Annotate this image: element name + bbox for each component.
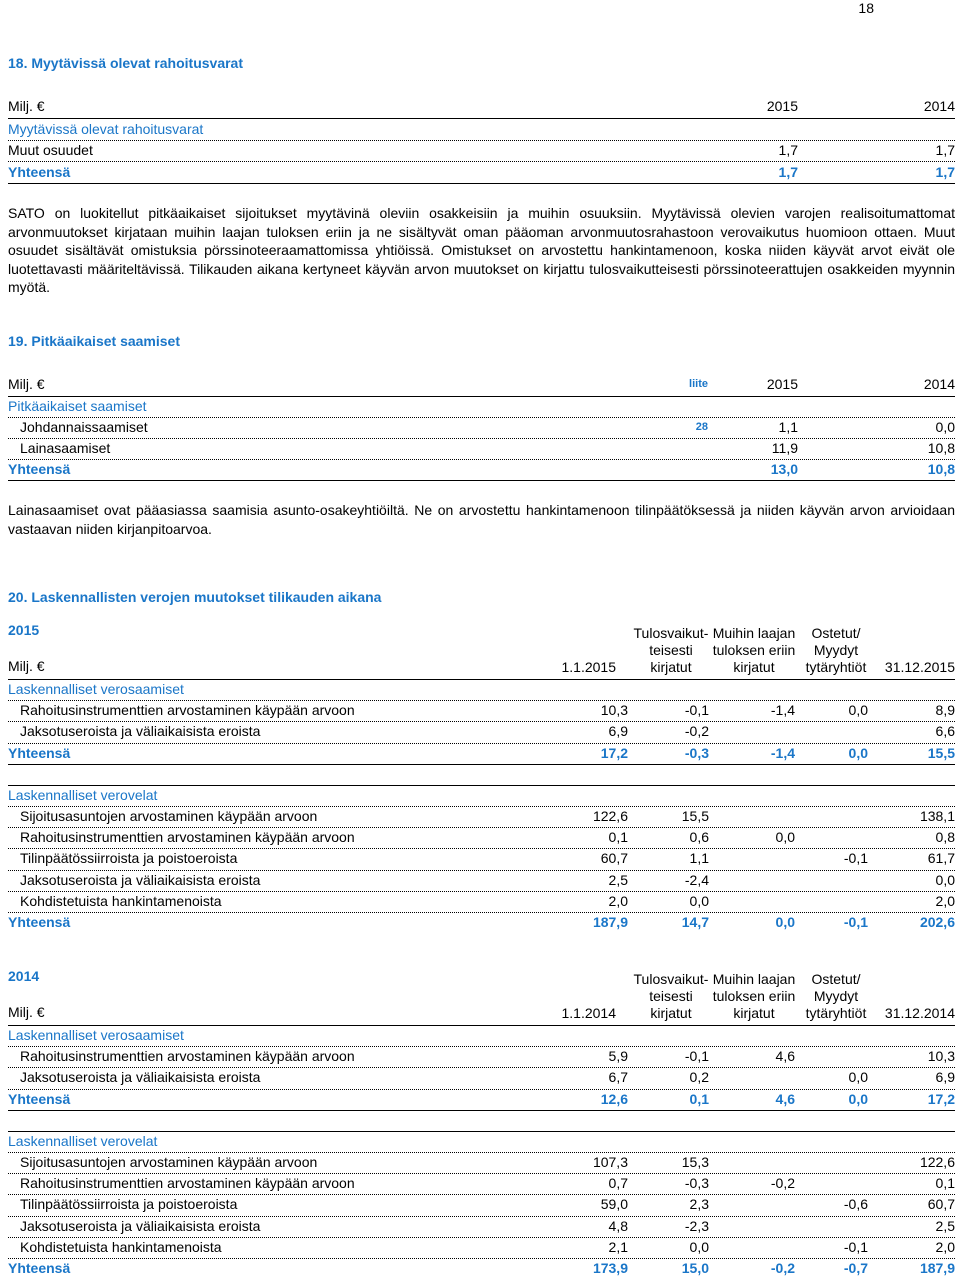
table-row-label: Tilinpäätössiirroista ja poistoeroista bbox=[20, 850, 238, 867]
table-row-cell: 0,7 bbox=[608, 1175, 628, 1192]
total-row-label: Yhteensä bbox=[8, 1260, 71, 1276]
table-row-label: Kohdistetuista hankintamenoista bbox=[20, 892, 222, 909]
table-row-cell: -2,3 bbox=[684, 1217, 709, 1234]
s20-col-header: Ostetut/ Myydyt tytäryhtiöt bbox=[805, 625, 867, 675]
table-row-cell: 15,3 bbox=[681, 1154, 709, 1170]
table-row-cell: 122,6 bbox=[592, 808, 628, 824]
total-row-label: Yhteensä bbox=[8, 914, 71, 930]
table-row-cell: 0,0 bbox=[848, 1069, 868, 1086]
total-row-cell: -0,3 bbox=[684, 744, 709, 761]
table-row-cell: 4,8 bbox=[608, 1217, 628, 1234]
table-row-cell: 0,6 bbox=[689, 829, 709, 846]
total-row-cell: 0,0 bbox=[848, 1090, 868, 1107]
table-row-label: Kohdistetuista hankintamenoista bbox=[20, 1238, 222, 1255]
total-row-cell: 17,2 bbox=[600, 744, 628, 761]
table-row-cell: -0,1 bbox=[843, 850, 868, 867]
s19-col-note: liite bbox=[689, 378, 708, 390]
table-row-cell: 2,1 bbox=[608, 1238, 628, 1255]
total-row-cell: 15,5 bbox=[927, 744, 955, 761]
table-row-cell: 0,0 bbox=[689, 892, 709, 909]
s20-assets-title: Laskennalliset verosaamiset bbox=[8, 1027, 184, 1043]
s18-col-2014: 2014 bbox=[923, 98, 955, 114]
table-row-label: Rahoitusinstrumenttien arvostaminen käypään arvoon bbox=[20, 1175, 355, 1192]
s19-group-title: Pitkäaikaiset saamiset bbox=[8, 398, 147, 414]
table-row-cell: 0,0 bbox=[848, 702, 868, 719]
s19-header-row: Milj. € liite 2015 2014 bbox=[8, 374, 955, 395]
table-row-cell: -0,3 bbox=[684, 1175, 709, 1192]
table-row-cell: -0,1 bbox=[684, 1048, 709, 1065]
s20-liab-title: Laskennalliset verovelat bbox=[8, 786, 158, 803]
table-row-label: Rahoitusinstrumenttien arvostaminen käypään arvoon bbox=[20, 829, 355, 846]
total-row-cell: -0,1 bbox=[843, 914, 868, 930]
total-row-cell: 17,2 bbox=[927, 1090, 955, 1107]
table-row-cell: -1,4 bbox=[770, 702, 795, 719]
s20-col-header: 1.1.2014 bbox=[561, 1005, 616, 1021]
table-row-cell: 122,6 bbox=[919, 1154, 955, 1170]
table-row-label: Sijoitusasuntojen arvostaminen käypään arvoon bbox=[20, 808, 318, 824]
table-row-cell: 0,1 bbox=[935, 1175, 955, 1192]
table-row-cell: 2,0 bbox=[935, 892, 955, 909]
table-row-cell: -2,4 bbox=[684, 871, 709, 888]
table-row-cell: 0,0 bbox=[689, 1238, 709, 1255]
table-row-cell: 5,9 bbox=[608, 1048, 628, 1065]
table-row-cell: 2,0 bbox=[608, 892, 628, 909]
table-row-cell: 61,7 bbox=[927, 850, 955, 867]
table-row-label: Jaksotuseroista ja väliaikaisista eroista bbox=[20, 723, 261, 740]
divider bbox=[8, 764, 955, 765]
divider bbox=[8, 1110, 955, 1111]
s20-col-header: Muihin laajan tuloksen eriin kirjatut bbox=[712, 971, 796, 1021]
total-row-cell: -0,7 bbox=[843, 1260, 868, 1276]
table-row-label: Jaksotuseroista ja väliaikaisista eroista bbox=[20, 1069, 261, 1086]
s20-year-title: 2015 bbox=[8, 622, 40, 638]
table-row-cell: 0,0 bbox=[935, 871, 955, 888]
table-row-label: Sijoitusasuntojen arvostaminen käypään arvoon bbox=[20, 1154, 318, 1170]
table-row: Johdannaissaamiset 28 1,1 0,0 bbox=[20, 419, 955, 435]
s20-col-header: 31.12.2014 bbox=[884, 1005, 955, 1021]
table-row-cell: 0,2 bbox=[689, 1069, 709, 1086]
section-20-title: 20. Laskennallisten verojen muutokset tilikauden aikana bbox=[8, 589, 382, 605]
table-row-cell: 10,3 bbox=[927, 1048, 955, 1065]
s18-total-row: Yhteensä 1,7 1,7 bbox=[8, 164, 955, 180]
table-row-cell: 6,7 bbox=[608, 1069, 628, 1086]
s18-group-title: Myytävissä olevat rahoitusvarat bbox=[8, 121, 204, 137]
table-row-cell: 2,0 bbox=[935, 1238, 955, 1255]
table-row-cell: 107,3 bbox=[592, 1154, 628, 1170]
table-row-cell: 8,9 bbox=[935, 702, 955, 719]
total-row-cell: 202,6 bbox=[919, 914, 955, 930]
s19-paragraph: Lainasaamiset ovat pääasiassa saamisia asunto-osakeyhtiöiltä. Ne on arvostettu hankintamenoon tilinpäätöksessä ja niiden käyvän arvon arvioidaan vastaavan niiden kirjanpitoarvoa. bbox=[8, 502, 955, 537]
table-row-cell: 138,1 bbox=[919, 808, 955, 824]
total-row-cell: 0,0 bbox=[848, 744, 868, 761]
table-row-cell: 2,3 bbox=[689, 1196, 709, 1213]
total-row-cell: 4,6 bbox=[775, 1090, 795, 1107]
table-row-cell: 15,5 bbox=[681, 808, 709, 824]
table-row-label: Jaksotuseroista ja väliaikaisista eroista bbox=[20, 871, 261, 888]
s20-liab-title: Laskennalliset verovelat bbox=[8, 1132, 158, 1149]
table-row-label: Jaksotuseroista ja väliaikaisista eroista bbox=[20, 1217, 261, 1234]
table-row-cell: 10,3 bbox=[600, 702, 628, 719]
total-row-cell: 12,6 bbox=[600, 1090, 628, 1107]
table-row: Lainasaamiset 11,9 10,8 bbox=[20, 440, 955, 456]
s20-unit: Milj. € bbox=[8, 658, 45, 674]
table-row-cell: -0,2 bbox=[770, 1175, 795, 1192]
s18-unit: Milj. € bbox=[8, 98, 45, 114]
table-row-cell: 0,1 bbox=[608, 829, 628, 846]
section-19-title: 19. Pitkäaikaiset saamiset bbox=[8, 333, 181, 349]
table-row-cell: 6,9 bbox=[935, 1069, 955, 1086]
table-row-label: Rahoitusinstrumenttien arvostaminen käypään arvoon bbox=[20, 702, 355, 719]
total-row-cell: 14,7 bbox=[681, 914, 709, 930]
table-row: Muut osuudet 1,7 1,7 bbox=[8, 142, 955, 158]
total-row-label: Yhteensä bbox=[8, 744, 71, 761]
table-row-cell: 1,1 bbox=[689, 850, 709, 867]
s20-col-header: Muihin laajan tuloksen eriin kirjatut bbox=[712, 625, 796, 675]
table-row-cell: -0,2 bbox=[684, 723, 709, 740]
table-row-cell: 60,7 bbox=[600, 850, 628, 867]
table-row-cell: 6,6 bbox=[935, 723, 955, 740]
s18-col-2015: 2015 bbox=[766, 98, 798, 114]
s19-total-row: Yhteensä 13,0 10,8 bbox=[8, 461, 955, 477]
table-row-cell: -0,6 bbox=[843, 1196, 868, 1213]
table-row-cell: 0,0 bbox=[775, 829, 795, 846]
s18-header-row bbox=[8, 96, 955, 117]
section-18-title: 18. Myytävissä olevat rahoitusvarat bbox=[8, 55, 244, 71]
page-number: 18 bbox=[858, 0, 874, 16]
table-row-cell: 2,5 bbox=[608, 871, 628, 888]
s20-col-header: Tulosvaikut- teisesti kirjatut bbox=[633, 625, 709, 675]
table-row-cell: 59,0 bbox=[600, 1196, 628, 1213]
table-row-cell: 2,5 bbox=[935, 1217, 955, 1234]
total-row-cell: 15,0 bbox=[681, 1260, 709, 1276]
s20-col-header: 31.12.2015 bbox=[884, 659, 955, 675]
total-row-cell: 187,9 bbox=[592, 914, 628, 930]
total-row-cell: -1,4 bbox=[770, 744, 795, 761]
total-row-cell: 173,9 bbox=[592, 1260, 628, 1276]
total-row-cell: -0,2 bbox=[770, 1260, 795, 1276]
s20-col-header: Ostetut/ Myydyt tytäryhtiöt bbox=[805, 971, 867, 1021]
total-row-cell: 0,1 bbox=[689, 1090, 709, 1107]
s20-assets-title: Laskennalliset verosaamiset bbox=[8, 681, 184, 697]
table-row-label: Tilinpäätössiirroista ja poistoeroista bbox=[20, 1196, 238, 1213]
table-row-cell: 4,6 bbox=[775, 1048, 795, 1065]
s20-unit: Milj. € bbox=[8, 1004, 45, 1020]
table-row-cell: 60,7 bbox=[927, 1196, 955, 1213]
s20-year-title: 2014 bbox=[8, 968, 40, 984]
table-row-label: Rahoitusinstrumenttien arvostaminen käypään arvoon bbox=[20, 1048, 355, 1065]
s18-paragraph: SATO on luokitellut pitkäaikaiset sijoitukset myytävinä oleviin osakkeisiin ja muihin osuuksiin. Myytävissä olevien varojen realisoitumattomat arvonmuutokset kirjataan muihin laajan tuloksen eriin ja ne sisältyvät oman pääoman arvonmuutosrahastoon verovaikutus huomioon ottaen. Muut osuudet sisältävät omistuksia pörssinoteeraamattomissa yhtiöissä. Omistukset on arvostettu hankintamenoon, koska niiden käyvät arvot eivät ole luotettavasti määriteltävissä. Tilikauden aikana kertyneet käyvän arvon muutokset on kirjattu tulosvaikutteisesti pörssinoteerattujen osakkeiden myynnin myötä. bbox=[8, 205, 955, 295]
total-row-cell: 187,9 bbox=[919, 1260, 955, 1276]
table-row-cell: -0,1 bbox=[684, 702, 709, 719]
total-row-label: Yhteensä bbox=[8, 1090, 71, 1107]
table-row-cell: -0,1 bbox=[843, 1238, 868, 1255]
table-row-cell: 6,9 bbox=[608, 723, 628, 740]
s20-col-header: 1.1.2015 bbox=[561, 659, 616, 675]
total-row-cell: 0,0 bbox=[775, 914, 795, 930]
s20-col-header: Tulosvaikut- teisesti kirjatut bbox=[633, 971, 709, 1021]
table-row-cell: 0,8 bbox=[935, 829, 955, 846]
